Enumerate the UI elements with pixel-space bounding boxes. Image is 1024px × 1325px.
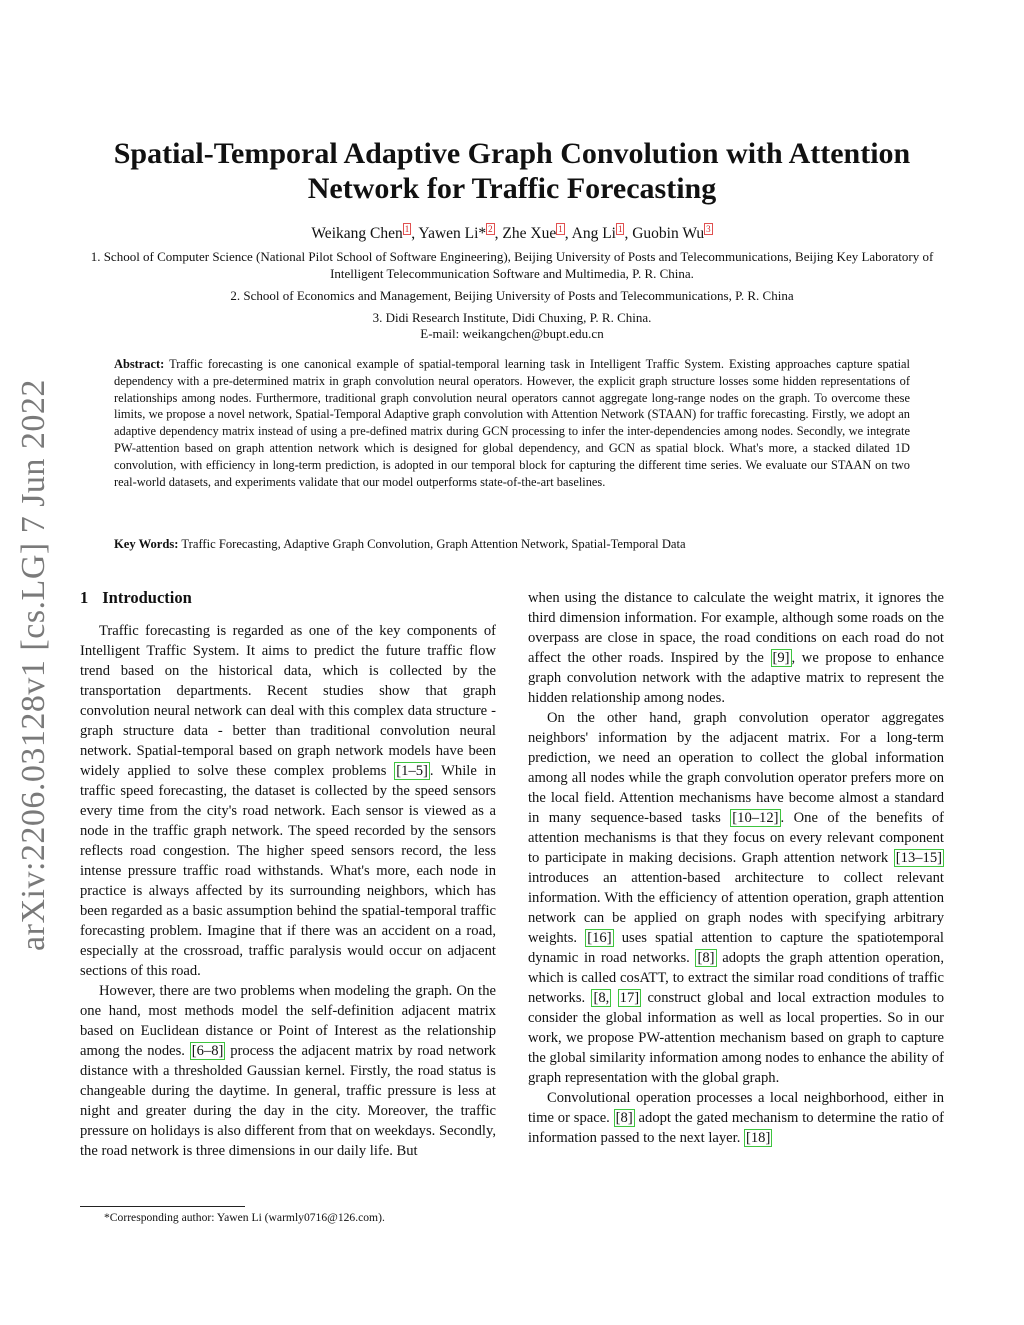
intro-paragraph-3: On the other hand, graph convolution operator aggregates neighbors' information by the adjacent matrix. For a long-term prediction, we need an operation to collect the global information among all nodes while the graph convolution operator prefers more on the local field. Attention mechanisms have become almost a standard in many sequence-based tasks [10–12] . One of the benefits of attention mechanisms is that they focus on every relevant component to participate in making decisions. Graph attention network [13–15] introduces an attention-based architecture to collect relevant information. With the efficiency of attention operation, graph attention network can be applied on graph nodes with specifying arbitrary weights. [16] uses spatial attention to capture the spatiotemporal dynamic in road networks. [8] adopts the graph attention operation, which is called cosATT, to extract the similar road conditions of traffic networks. [8, 17] construct global and local extraction modules to consider the global information as well as local properties. So in our work, we propose PW-attention mechanism based on graph to capture the global similarity information among nodes to enhance the ability of graph representation with the global graph. — [528, 710, 945, 1086]
abstract — [114, 356, 910, 490]
arxiv-identifier: arXiv:2206.03128v1 [cs.LG] 7 Jun 2022 — [15, 379, 53, 951]
section-heading — [80, 588, 496, 608]
intro-paragraph-1: Traffic forecasting is regarded as one of the key components of Intelligent Traffic System. It aims to predict the future traffic flow trend based on the historical data, which is collected by the transportation departments. Recent studies show that graph convolution neural network can deal with this complex data structure - graph structure data - better than traditional convolution neural network. Spatial-temporal based on graph network models have been widely applied to solve these complex problems [1–5] . While in traffic speed forecasting, the dataset is collected by the speed sensors every time from the city's road network. Each sensor is viewed as a node in the traffic graph network. The speed recorded by the sensors reflects road congestion. The higher speed sensors record, the less intense pressure traffic road withstands. What's more, each node in practice is always affected by its surrounding neighbors, which has been regarded as a basic assumption behind the spatial-temporal traffic forecasting problem. Imagine that if there was an accident on a road, especially at the crossroad, traffic paralysis would occur on adjacent sections of this road. — [80, 623, 496, 979]
citation-link[interactable]: [8, — [593, 990, 610, 1006]
keywords-text: Traffic Forecasting, Adaptive Graph Convolution, Graph Attention Network, Spatial-Temporal Data — [181, 537, 686, 551]
abstract-text: Traffic forecasting is one canonical example of spatial-temporal learning task in Intelligent Traffic System. Existing approaches capture spatial dependency with a pre-determined matrix in graph convolution neural operators. However, the explicit graph structure losses some hidden representations of relationships among nodes. Furthermore, traditional graph convolution neural operators cannot aggregate long-range nodes on the graph. To overcome these limits, we propose a novel network, Spatial-Temporal Adaptive graph convolution with Attention Network (STAAN) for traffic forecasting. Firstly, we adopt an adaptive dependency matrix instead of using a pre-defined matrix during GCN processing to infer the inter-dependencies among nodes. Secondly, we integrate PW-attention based on graph attention network which is designed for global dependency, and GCN as spatial block. What's more, a stacked dilated 1D convolution, with efficiency in long-term prediction, is adopted in our temporal block for capturing the different time series. We evaluate our STAAN on two real-world datasets, and experiments validate that our model outperforms state-of-the-art baselines. — [114, 357, 911, 489]
citation-link[interactable]: [8] — [615, 1110, 633, 1126]
keywords — [114, 536, 910, 553]
affiliation-mark[interactable]: 1 — [404, 224, 410, 234]
citation-link[interactable]: [16] — [587, 930, 612, 946]
author-list — [80, 224, 944, 244]
affiliation-2: 2. School of Economics and Management, Beijing University of Posts and Telecommunications, P. R. China — [230, 288, 794, 303]
citation-link[interactable]: 17] — [619, 990, 640, 1006]
intro-paragraph-2-continued: when using the distance to calculate the weight matrix, it ignores the third dimension information. For example, although some roads on the overpass are close in space, the road conditions on each road do not affect the other roads. Inspired by the [9] , we propose to enhance graph convolution network with the adaptive matrix to represent the hidden relationship among nodes. — [528, 590, 944, 706]
citation-link[interactable]: [10–12] — [732, 810, 779, 826]
citation-link[interactable]: [13–15] — [895, 850, 942, 866]
author: Yawen Li* $^2$ , — [418, 224, 503, 242]
left-column — [80, 588, 496, 1161]
contact-email: E-mail: weikangchen@bupt.edu.cn — [420, 326, 604, 341]
section-title: Introduction — [102, 588, 192, 607]
abstract-label: Abstract: — [114, 357, 165, 371]
arxiv-side-label — [10, 370, 58, 960]
citation-link[interactable]: [1–5] — [396, 763, 428, 779]
author: Guobin Wu $^3$ — [632, 224, 711, 242]
affiliation-mark[interactable]: 2 — [488, 224, 493, 234]
intro-paragraph-2: However, there are two problems when modeling the graph. On the one hand, most methods model the self-definition adjacent matrix based on Euclidean distance or Point of Interest as the relationship among the nodes. [6–8] process the adjacent matrix by road network distance with a thresholded Gaussian kernel. Firstly, the road status is changeable during the daytime. In general, traffic pressure is less at night and greater during the day in the city. Moreover, the traffic pressure on holidays is also different from that on weekdays. Secondly, the road network is three dimensions in our daily life. But — [80, 983, 496, 1159]
paper-title: Spatial-Temporal Adaptive Graph Convolution with Attention Network for Traffic Forecasting — [113, 137, 911, 205]
citation-link[interactable]: [18] — [746, 1130, 771, 1146]
citation-link[interactable]: [8] — [697, 950, 715, 966]
intro-paragraph-4: Convolutional operation processes a local neighborhood, either in time or space. [8] adopt the gated mechanism to determine the ratio of information passed to the next layer. [18] — [528, 1090, 944, 1146]
footnote: *Corresponding author: Yawen Li (warmly0716@126.com). — [104, 1211, 385, 1224]
affiliation-mark[interactable]: 1 — [617, 224, 623, 234]
footnote-rule — [80, 1206, 245, 1207]
citation-link[interactable]: [9] — [772, 650, 790, 666]
affiliation-1: 1. School of Computer Science (National Pilot School of Software Engineering), Beijing University of Posts and Telecommunications, Beijing Key Laboratory of Intelligent Telecommunication Software and Multimedia, P. R. China. — [90, 249, 934, 281]
author: Zhe Xue $^1$ , — [502, 224, 572, 242]
section-number: 1 — [80, 588, 89, 607]
affiliation-mark[interactable]: 1 — [558, 224, 563, 234]
citation-link[interactable]: [6–8] — [191, 1043, 224, 1059]
keywords-label: Key Words: — [114, 537, 179, 551]
affiliation-mark[interactable]: 3 — [706, 224, 711, 234]
author: Weikang Chen $^1$ , — [311, 224, 419, 242]
affiliation-3: 3. Didi Research Institute, Didi Chuxing, P. R. China. — [372, 310, 652, 325]
author: Ang Li $^1$ , — [571, 224, 633, 242]
right-column — [528, 588, 944, 1148]
